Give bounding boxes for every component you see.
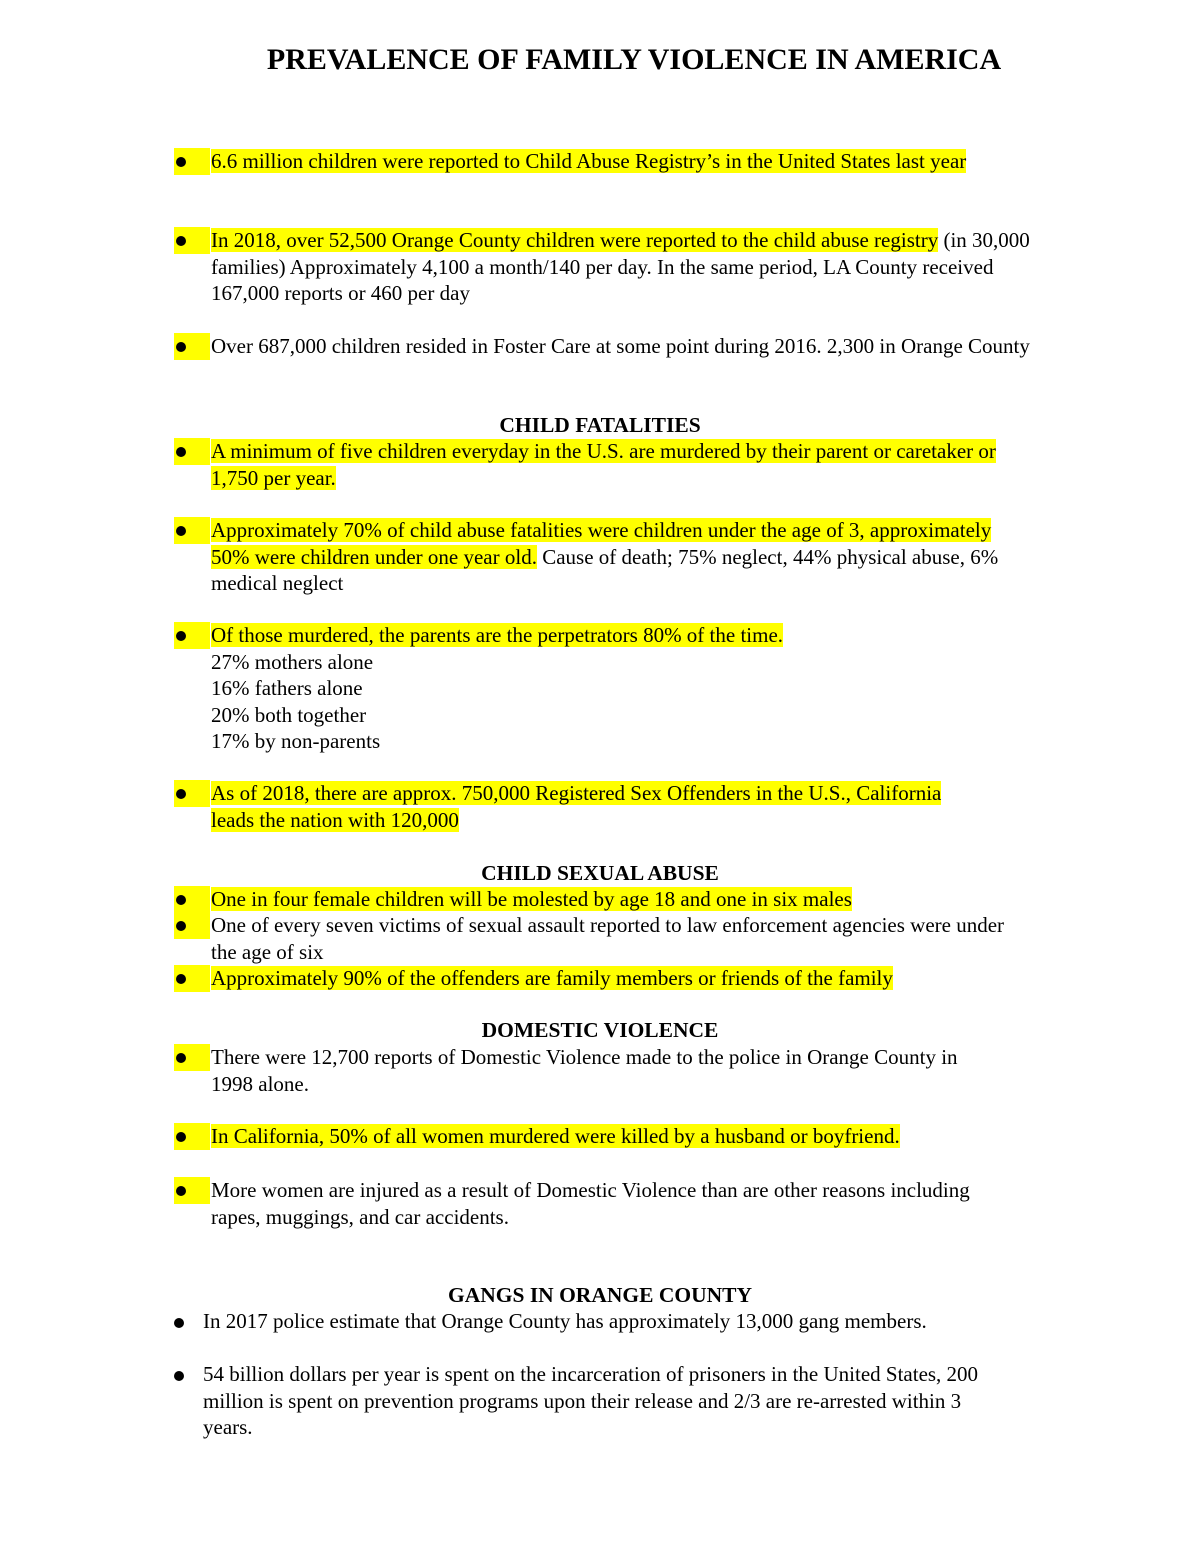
- highlighted-text: Approximately 70% of child abuse fatalities were children under the age of 3, approximately 50% were children under one year old.: [211, 518, 992, 569]
- bullet-icon: [176, 631, 186, 641]
- list-item: [174, 1177, 1034, 1230]
- bullet-highlight: [174, 438, 210, 465]
- list-item: [174, 438, 1034, 491]
- list-item: [174, 780, 1034, 833]
- bullet-icon: [176, 974, 186, 984]
- statistic-line: 27% mothers alone: [211, 649, 374, 674]
- section-heading-child-sexual-abuse: CHILD SEXUAL ABUSE: [481, 861, 719, 885]
- highlighted-text: Approximately 90% of the offenders are family members or friends of the family: [211, 966, 893, 990]
- bullet-icon: [176, 342, 186, 352]
- bullet-highlight: [174, 227, 210, 254]
- list-item: [174, 148, 1034, 175]
- body-text: (in 30,000 families) Approximately 4,100 a month/140 per day. In the same period, LA County received 167,000 reports or 460 per day: [211, 228, 1030, 305]
- body-text: There were 12,700 reports of Domestic Violence made to the police in Orange County in 1998 alone.: [211, 1045, 958, 1096]
- bullet-icon: [176, 789, 186, 799]
- body-text: Over 687,000 children resided in Foster Care at some point during 2016. 2,300 in Orange County: [211, 334, 1030, 358]
- bullet-highlight: [174, 965, 210, 992]
- bullet-highlight: [174, 517, 210, 544]
- highlighted-text: As of 2018, there are approx. 750,000 Registered Sex Offenders in the U.S., California leads the nation with 120,000: [211, 781, 942, 832]
- section-heading-domestic-violence: DOMESTIC VIOLENCE: [481, 1018, 719, 1042]
- bullet-icon: [176, 447, 186, 457]
- body-text: In 2017 police estimate that Orange County has approximately 13,000 gang members.: [203, 1309, 927, 1333]
- bullet-icon: [176, 921, 186, 931]
- list-item: [174, 886, 1034, 913]
- bullet-icon: [176, 1132, 186, 1142]
- bullet-highlight: [174, 622, 210, 649]
- bullet-highlight: [174, 333, 210, 360]
- bullet-icon: [176, 157, 186, 167]
- list-item: [174, 517, 1034, 597]
- list-item: [174, 965, 1034, 992]
- body-text: One of every seven victims of sexual assault reported to law enforcement agencies were under the age of six: [211, 913, 1005, 964]
- bullet-icon: [174, 1318, 184, 1328]
- highlighted-text: 6.6 million children were reported to Child Abuse Registry’s in the United States last year: [211, 149, 967, 173]
- section-heading-child-fatalities: CHILD FATALITIES: [499, 413, 701, 437]
- bullet-highlight: [174, 780, 210, 807]
- list-item: [174, 1361, 1034, 1441]
- list-item: [174, 333, 1034, 360]
- bullet-highlight: [174, 1177, 210, 1204]
- page-title: PREVALENCE OF FAMILY VIOLENCE IN AMERICA: [266, 43, 1002, 76]
- bullet-highlight: [174, 148, 210, 175]
- statistic-line: 20% both together: [211, 702, 367, 727]
- list-item: [174, 1123, 1034, 1150]
- list-item: [174, 1308, 1034, 1335]
- bullet-icon: [176, 1186, 186, 1196]
- highlighted-text: A minimum of five children everyday in the U.S. are murdered by their parent or caretaker or 1,750 per year.: [211, 439, 996, 490]
- body-text: Cause of death; 75% neglect, 44% physical abuse, 6% medical neglect: [211, 544, 999, 595]
- bullet-highlight: [174, 1044, 210, 1071]
- body-text: More women are injured as a result of Domestic Violence than are other reasons including rapes, muggings, and car accidents.: [211, 1178, 970, 1229]
- bullet-icon: [174, 1371, 184, 1381]
- highlighted-text: In 2018, over 52,500 Orange County children were reported to the child abuse registry: [211, 228, 939, 252]
- list-item: [174, 1044, 1034, 1097]
- bullet-icon: [176, 895, 186, 905]
- statistic-line: 17% by non-parents: [211, 729, 381, 753]
- bullet-icon: [176, 1053, 186, 1063]
- section-heading-gangs: GANGS IN ORANGE COUNTY: [447, 1283, 752, 1307]
- bullet-icon: [176, 236, 186, 246]
- list-item: [174, 227, 1034, 307]
- bullet-icon: [176, 526, 186, 536]
- bullet-highlight: [174, 912, 210, 939]
- highlighted-text: In California, 50% of all women murdered were killed by a husband or boyfriend.: [211, 1124, 900, 1148]
- highlighted-text: One in four female children will be molested by age 18 and one in six males: [211, 887, 852, 911]
- statistic-line: 16% fathers alone: [211, 676, 363, 700]
- highlighted-text: Of those murdered, the parents are the perpetrators 80% of the time.: [211, 623, 784, 647]
- bullet-highlight: [174, 886, 210, 913]
- list-item: [174, 912, 1034, 965]
- bullet-highlight: [174, 1123, 210, 1150]
- list-item: [174, 622, 1034, 755]
- body-text: 54 billion dollars per year is spent on the incarceration of prisoners in the United States, 200 million is spent on prevention programs upon their release and 2/3 are re-arrested within 3 years.: [203, 1362, 979, 1439]
